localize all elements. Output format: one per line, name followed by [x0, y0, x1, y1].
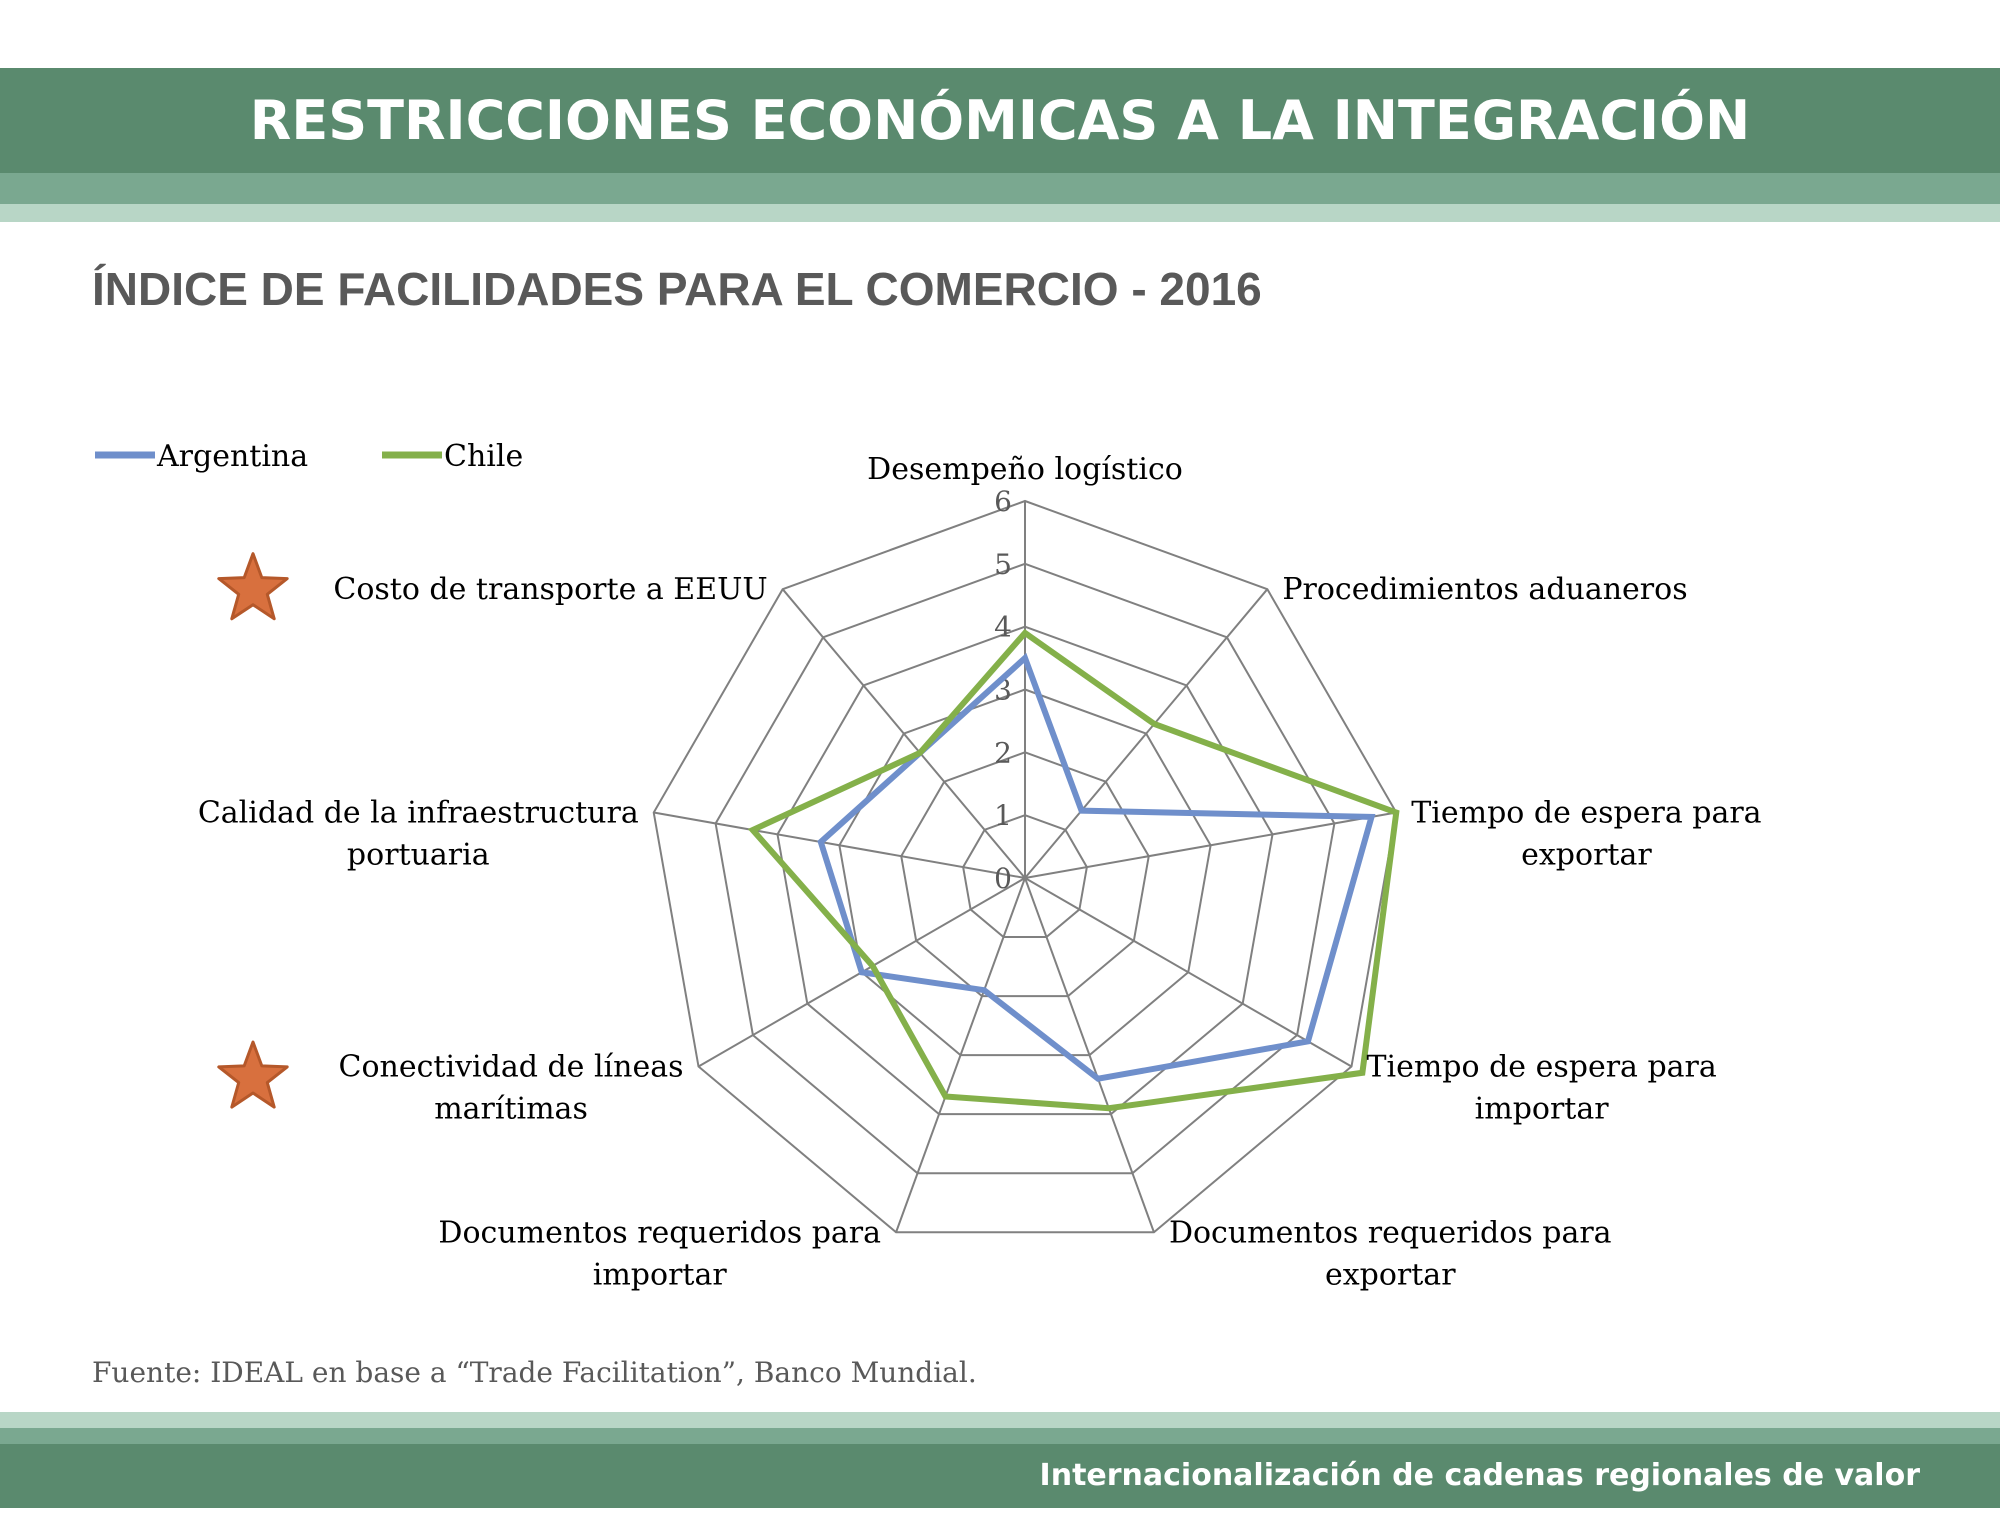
axis-label-6 — [339, 1050, 684, 1127]
footer-stripe — [0, 1428, 2000, 1444]
axis-label-line: Documentos requeridos para — [1168, 1215, 1612, 1251]
axis-label-5 — [438, 1215, 881, 1292]
axis-label-line: Costo de transporte a EEUU — [333, 572, 768, 608]
axis-label-line: Desempeño logístico — [867, 452, 1183, 487]
tick-label: 6 — [994, 485, 1012, 518]
axis-label-line: portuaria — [346, 837, 490, 873]
tick-label: 1 — [994, 799, 1012, 833]
axis-label-line: importar — [1474, 1091, 1609, 1127]
footer-text: Internacionalización de cadenas regionales de valor — [1039, 1458, 1920, 1493]
footer-stripe-light — [0, 1412, 2000, 1428]
axis-label-7 — [198, 796, 639, 873]
axis-label-line: marítimas — [434, 1091, 588, 1127]
source-note: Fuente: IDEAL en base a “Trade Facilitation”, Banco Mundial. — [92, 1356, 977, 1389]
axis-label-line: Documentos requeridos para — [438, 1215, 882, 1251]
tick-label: 0 — [994, 862, 1012, 895]
radar-grid — [654, 501, 1397, 1232]
grid-spoke-1 — [1025, 589, 1267, 878]
axis-label-line: exportar — [1521, 837, 1652, 873]
axis-label-line: Conectividad de líneas — [338, 1049, 684, 1085]
legend-label-0: Argentina — [157, 439, 309, 474]
axis-label-8 — [333, 572, 767, 607]
tick-label: 2 — [994, 736, 1012, 770]
legend-label-1: Chile — [444, 439, 524, 474]
axis-label-2 — [1411, 796, 1761, 873]
grid-spoke-3 — [1025, 878, 1351, 1067]
page-title: RESTRICCIONES ECONÓMICAS A LA INTEGRACIÓN — [249, 89, 1751, 152]
tick-label: 5 — [994, 547, 1012, 581]
axis-label-line: Calidad de la infraestructura — [197, 795, 639, 831]
axis-label-4 — [1169, 1215, 1612, 1292]
axis-label-line: importar — [592, 1257, 727, 1293]
axis-label-line: Tiempo de espera para — [1366, 1049, 1717, 1085]
tick-label: 4 — [994, 610, 1012, 644]
axis-label-1 — [1282, 572, 1687, 607]
star-icon — [219, 554, 287, 619]
chart-subtitle: ÍNDICE DE FACILIDADES PARA EL COMERCIO - 2016 — [92, 263, 1262, 315]
axis-label-0 — [867, 452, 1183, 487]
tick-label: 3 — [994, 673, 1012, 707]
radar-ticks — [994, 485, 1012, 895]
axis-label-line: Procedimientos aduaneros — [1282, 572, 1688, 608]
axis-label-line: exportar — [1324, 1257, 1456, 1293]
grid-spoke-2 — [1025, 813, 1396, 878]
star-icon — [219, 1042, 287, 1107]
radar-axis-labels — [198, 452, 1762, 1292]
chart-legend — [95, 439, 523, 474]
grid-spoke-8 — [783, 589, 1025, 878]
axis-label-line: Tiempo de espera para — [1411, 795, 1762, 831]
axis-label-3 — [1366, 1050, 1716, 1127]
